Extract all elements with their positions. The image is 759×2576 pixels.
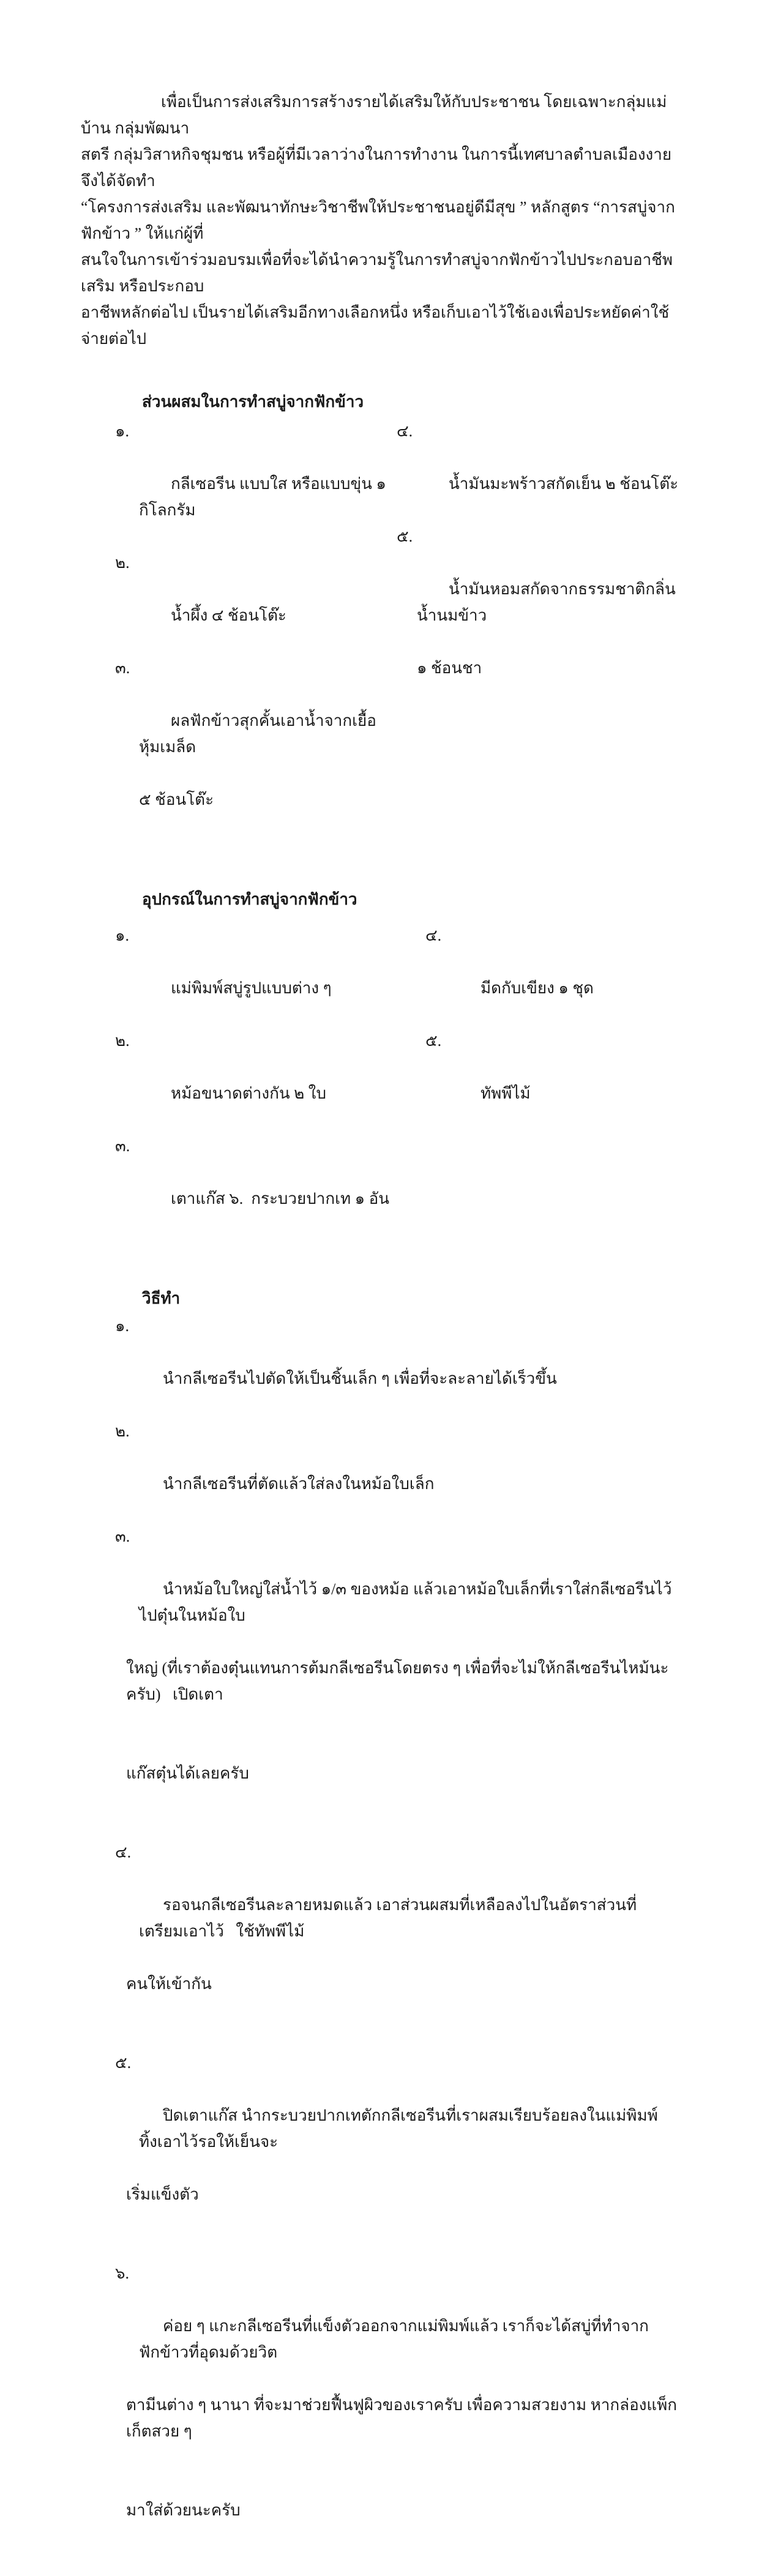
method-steps	[81, 1313, 679, 2576]
list-item	[81, 1133, 425, 1238]
item-number: ๔.	[425, 927, 442, 944]
item-text: แม่พิมพ์สบู่รูปแบบต่าง ๆ	[171, 979, 332, 997]
step-item	[81, 1523, 679, 1839]
item-number: ๓.	[115, 659, 130, 677]
item-text: นำหม้อใบใหญ่ใส่น้ำไว้ ๑/๓ ของหม้อ แล้วเอาหม้อใบเล็กที่เราใส่กลีเซอรีนไว้ไปตุ๋นในหม้อใบ	[139, 1580, 672, 1624]
intro-paragraph	[81, 89, 679, 352]
item-continuation: ใหญ่ (ที่เราต้องตุ๋นแทนการต้มกลีเซอรีนโดยตรง ๆ เพื่อที่จะไม่ให้กลีเซอรีนไหม้นะครับ) เปิดเตา	[126, 1659, 669, 1703]
item-continuation: ๑ ช้อนชา	[417, 659, 482, 677]
item-number: ๑.	[115, 1317, 130, 1335]
item-number: ๓.	[115, 1528, 130, 1545]
list-item	[81, 1028, 425, 1133]
equipment-column-right	[425, 922, 679, 1133]
item-text: เตาแก๊ส ๖. กระบวยปากเท ๑ อัน	[171, 1190, 390, 1208]
intro-line: สนใจในการเข้าร่วมอบรมเพื่อที่จะได้นำความรู้ในการทำสบู่จากฟักข้าวไปประกอบอาชีพเสริม หรือประกอบ	[81, 251, 673, 295]
item-number: ๒.	[115, 1422, 130, 1440]
item-text: นำกลีเซอรีนที่ตัดแล้วใส่ลงในหม้อใบเล็ก	[163, 1475, 435, 1493]
item-text: ทัพพีไม้	[480, 1085, 531, 1102]
item-number: ๕.	[397, 528, 413, 545]
item-number: ๒.	[115, 1032, 130, 1050]
item-number: ๒.	[115, 554, 130, 572]
intro-line: อาชีพหลักต่อไป เป็นรายได้เสริมอีกทางเลือกหนึ่ง หรือเก็บเอาไว้ใช้เองเพื่อประหยัดค่าใช้จ่ายต่อไป	[81, 304, 670, 348]
item-text: ค่อย ๆ แกะกลีเซอรีนที่แข็งตัวออกจากแม่พิมพ์แล้ว เราก็จะได้สบู่ที่ทำจากฟักข้าวที่อุดมด้วยวิต	[139, 2317, 649, 2361]
item-number: ๔.	[115, 1843, 132, 1861]
item-continuation: คนให้เข้ากัน	[126, 1975, 212, 1993]
item-continuation: มาใส่ด้วยนะครับ	[126, 2501, 241, 2519]
list-item	[81, 418, 397, 550]
item-text: น้ำมันหอมสกัดจากธรรมชาติกลิ่นน้ำนมข้าว	[417, 580, 676, 624]
section-heading-equipment: อุปกรณ์ในการทำสบู่จากฟักข้าว	[142, 890, 357, 908]
section-heading-method: วิธีทำ	[142, 1290, 181, 1307]
item-text: น้ำผึ้ง ๔ ช้อนโต๊ะ	[171, 607, 286, 624]
item-number: ๑.	[115, 927, 130, 944]
item-number: ๔.	[397, 422, 413, 440]
item-text: ผลฟักข้าวสุกคั้นเอาน้ำจากเยื้อหุ้มเมล็ด	[139, 712, 376, 756]
item-text: ปิดเตาแก๊ส นำกระบวยปากเทตักกลีเซอรีนที่เราผสมเรียบร้อยลงในแม่พิมพ์ ทิ้งเอาไว้รอให้เย็นจะ	[139, 2107, 662, 2151]
item-text: รอจนกลีเซอรีนละลายหมดแล้ว เอาส่วนผสมที่เหลือลงไปในอัตราส่วนที่เตรียมเอาไว้ ใช้ทัพพีไม้	[139, 1896, 637, 1940]
step-item	[81, 2260, 679, 2576]
list-item	[397, 418, 679, 523]
item-text: น้ำมันมะพร้าวสกัดเย็น ๒ ช้อนโต๊ะ	[449, 475, 679, 493]
step-item	[81, 1313, 679, 1418]
intro-line: สตรี กลุ่มวิสาหกิจชุมชน หรือผู้ที่มีเวลาว่างในการทำงาน ในการนี้เทศบาลตำบลเมืองงายจึงได้จัดทำ	[81, 146, 672, 190]
item-text: กลีเซอรีน แบบใส หรือแบบขุ่น ๑ กิโลกรัม	[139, 475, 391, 519]
item-text: หม้อขนาดต่างกัน ๒ ใบ	[171, 1085, 326, 1102]
item-number: ๑.	[115, 422, 130, 440]
intro-line: “โครงการส่งเสริม และพัฒนาทักษะวิชาชีพให้ประชาชนอยู่ดีมีสุข ” หลักสูตร “การสบู่จากฟักข้าว ” ให้แก่ผู้ที่	[81, 198, 675, 242]
ingredients-list	[81, 418, 679, 865]
item-number: ๓.	[115, 1137, 130, 1155]
item-continuation: เริ่มแข็งตัว	[126, 2186, 199, 2203]
ingredients-column-left	[81, 418, 397, 865]
list-item	[397, 523, 679, 734]
item-continuation: ๕ ช้อนโต๊ะ	[139, 791, 214, 808]
item-continuation: แก๊สตุ๋นได้เลยครับ	[126, 1764, 249, 1782]
item-text: มีดกับเขียง ๑ ชุด	[480, 979, 594, 997]
item-number: ๕.	[425, 1032, 442, 1050]
intro-line: เพื่อเป็นการส่งเสริมการสร้างรายได้เสริมให้กับประชาชน โดยเฉพาะกลุ่มแม่บ้าน กลุ่มพัฒนา	[81, 93, 667, 137]
item-continuation: ตามีนต่าง ๆ นานา ที่จะมาช่วยฟื้นฟูผิวของเราครับ เพื่อความสวยงาม หากล่องแพ็กเก็ตสวย ๆ	[126, 2396, 678, 2440]
equipment-column-left	[81, 922, 425, 1238]
list-item	[425, 1028, 679, 1133]
item-number: ๕.	[115, 2054, 132, 2072]
list-item	[81, 655, 397, 865]
ingredients-column-right	[397, 418, 679, 734]
list-item	[81, 922, 425, 1028]
list-item	[425, 922, 679, 1028]
section-heading-ingredients: ส่วนผสมในการทำสบู่จากฟักข้าว	[142, 393, 364, 411]
list-item	[81, 550, 397, 655]
step-item	[81, 1839, 679, 2050]
step-item	[81, 2050, 679, 2260]
item-text: นำกลีเซอรีนไปตัดให้เป็นชิ้นเล็ก ๆ เพื่อที่จะละลายได้เร็วขึ้น	[163, 1370, 557, 1387]
item-number: ๖.	[115, 2264, 130, 2282]
equipment-list	[81, 922, 679, 1238]
step-item	[81, 1418, 679, 1523]
